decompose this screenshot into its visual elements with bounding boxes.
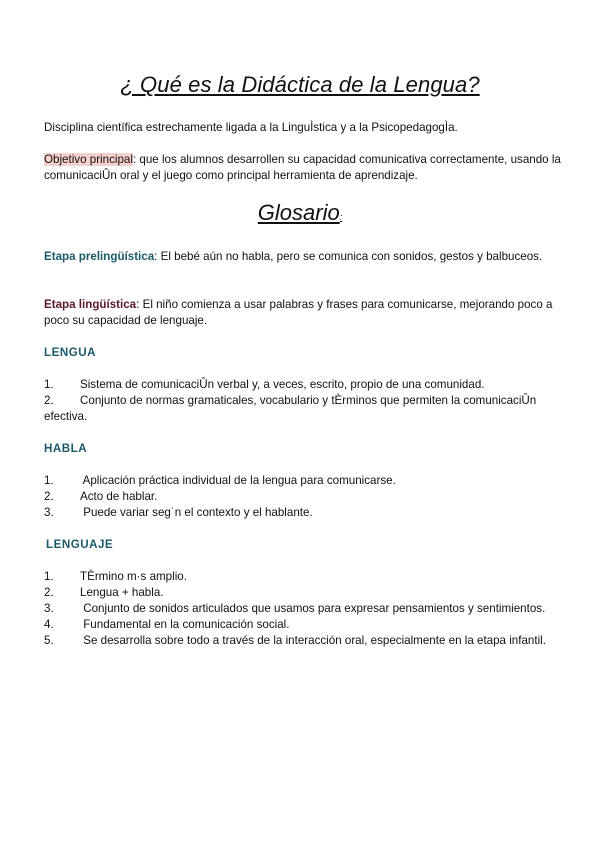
stage-term: Etapa lingüística — [44, 298, 137, 311]
list-text: Conjunto de normas gramaticales, vocabulario y tÈrminos que permiten la comunicaciÛn efectiva. — [44, 394, 537, 423]
list-item — [44, 489, 564, 505]
list-text: Puede variar seg˙n el contexto y el hablante. — [80, 506, 313, 519]
list-item — [44, 377, 564, 393]
list-item — [44, 601, 564, 617]
section-heading-habla: HABLA — [44, 442, 88, 455]
list-habla — [44, 473, 564, 521]
list-number: 3. — [44, 602, 54, 615]
list-number: 3. — [44, 506, 54, 519]
objective-paragraph — [44, 152, 564, 184]
list-text: Lengua + habla. — [80, 586, 164, 599]
stage-prelinguistic — [44, 249, 564, 265]
list-text: TÈrmino m·s amplio. — [80, 570, 187, 583]
page-title: ¿ Qué es la Didáctica de la Lengua? — [120, 72, 480, 97]
glossary-title — [0, 200, 600, 226]
list-number: 1. — [44, 474, 54, 487]
list-text: Fundamental en la comunicación social. — [80, 618, 290, 631]
list-number: 4. — [44, 618, 54, 631]
list-number: 1. — [44, 378, 54, 391]
glossary-title-suffix: : — [339, 212, 343, 222]
list-item — [44, 505, 564, 521]
stage-term: Etapa prelingüística — [44, 250, 155, 263]
intro-paragraph: Disciplina científica estrechamente ligada a la LinguÌstica y a la PsicopedagogÌa. — [44, 121, 458, 134]
section-heading-lengua: LENGUA — [44, 346, 96, 359]
stage-linguistic — [44, 297, 564, 329]
list-lenguaje — [44, 569, 564, 649]
list-item — [44, 393, 564, 425]
list-number: 2. — [44, 586, 54, 599]
list-lengua — [44, 377, 564, 425]
list-item — [44, 473, 564, 489]
stage-text: : El niño comienza a usar palabras y frases para comunicarse, mejorando poco a poco su capacidad de lenguaje. — [44, 298, 553, 327]
list-item — [44, 585, 564, 601]
objective-text: : que los alumnos desarrollen su capacidad comunicativa correctamente, usando la comunicaciÛn oral y el juego como principal herramienta de aprendizaje. — [44, 153, 561, 182]
list-number: 2. — [44, 394, 54, 407]
list-item — [44, 617, 564, 633]
list-item — [44, 633, 564, 649]
section-heading-lenguaje: LENGUAJE — [46, 538, 114, 551]
list-number: 2. — [44, 490, 54, 503]
list-text: Aplicación práctica individual de la lengua para comunicarse. — [80, 474, 396, 487]
glossary-title-text: Glosario — [257, 200, 340, 225]
list-text: Conjunto de sonidos articulados que usamos para expresar pensamientos y sentimientos. — [80, 602, 546, 615]
list-number: 5. — [44, 634, 54, 647]
list-text: Acto de hablar. — [80, 490, 158, 503]
list-text: Se desarrolla sobre todo a través de la interacción oral, especialmente en la etapa infantil. — [80, 634, 546, 647]
stage-text: : El bebé aún no habla, pero se comunica con sonidos, gestos y balbuceos. — [154, 250, 543, 263]
list-text: Sistema de comunicaciÛn verbal y, a veces, escrito, propio de una comunidad. — [80, 378, 485, 391]
list-number: 1. — [44, 570, 54, 583]
list-item — [44, 569, 564, 585]
objective-label: Objetivo principal — [44, 153, 133, 166]
